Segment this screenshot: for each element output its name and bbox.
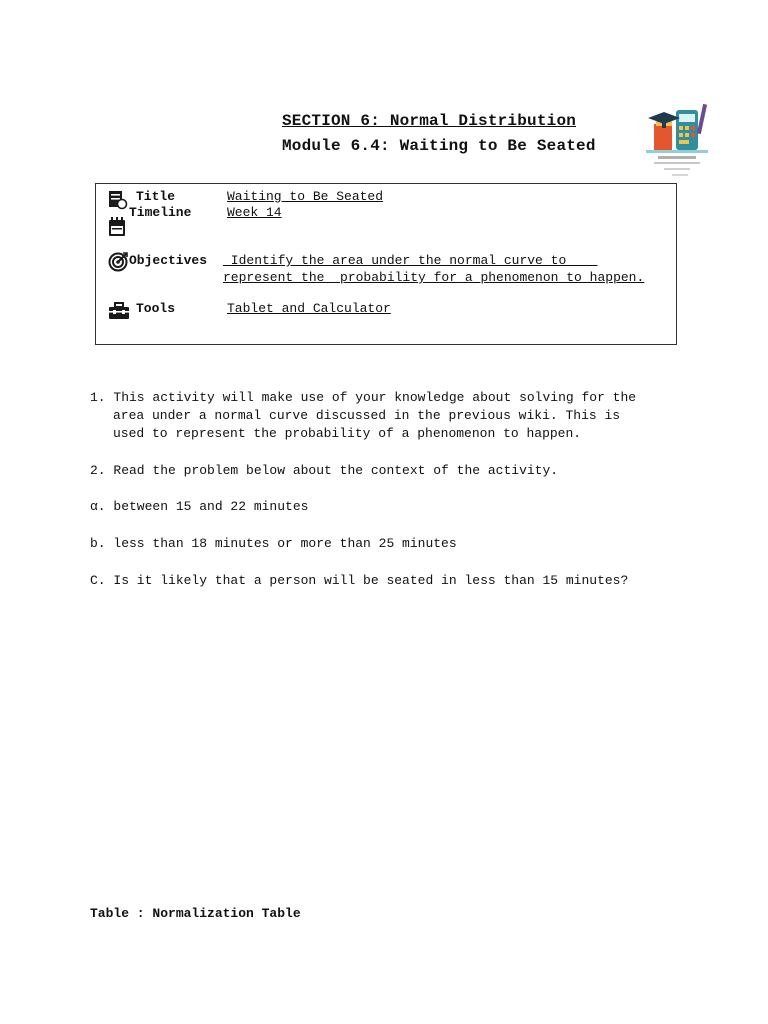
timeline-value: Week 14 (227, 205, 282, 220)
objectives-label: Objectives (129, 253, 208, 268)
item-2: 2. Read the problem below about the context of the activity. (90, 463, 559, 478)
item-c: C. Is it likely that a person will be seated in less than 15 minutes? (90, 573, 629, 588)
calendar-icon (108, 217, 126, 237)
tools-value: Tablet and Calculator (227, 301, 391, 316)
table-caption: Table : Normalization Table (90, 906, 301, 921)
activity-info-box (95, 183, 677, 345)
toolbox-icon (108, 302, 130, 320)
document-icon (108, 190, 128, 210)
item-1-line-3: used to represent the probability of a phenomenon to happen. (113, 426, 582, 441)
item-b: b. less than 18 minutes or more than 25 minutes (90, 536, 457, 551)
title-label: Title (136, 189, 176, 204)
item-1-line-1: 1. This activity will make use of your knowledge about solving for the (90, 390, 637, 405)
item-a: α. between 15 and 22 minutes (90, 499, 309, 514)
timeline-label: Timeline (129, 205, 192, 220)
section-title: SECTION 6: Normal Distribution (282, 112, 577, 130)
title-value: Waiting to Be Seated (227, 189, 384, 204)
item-1-line-2: area under a normal curve discussed in the previous wiki. This is (113, 408, 621, 423)
objectives-line-1: Identify the area under the normal curve to (223, 253, 598, 268)
target-icon (108, 252, 128, 272)
calculator-books-illustration-icon (642, 100, 710, 182)
tools-label: Tools (136, 301, 176, 316)
module-title: Module 6.4: Waiting to Be Seated (282, 137, 596, 155)
objectives-line-2: represent the probability for a phenomenon to happen. (223, 270, 645, 285)
